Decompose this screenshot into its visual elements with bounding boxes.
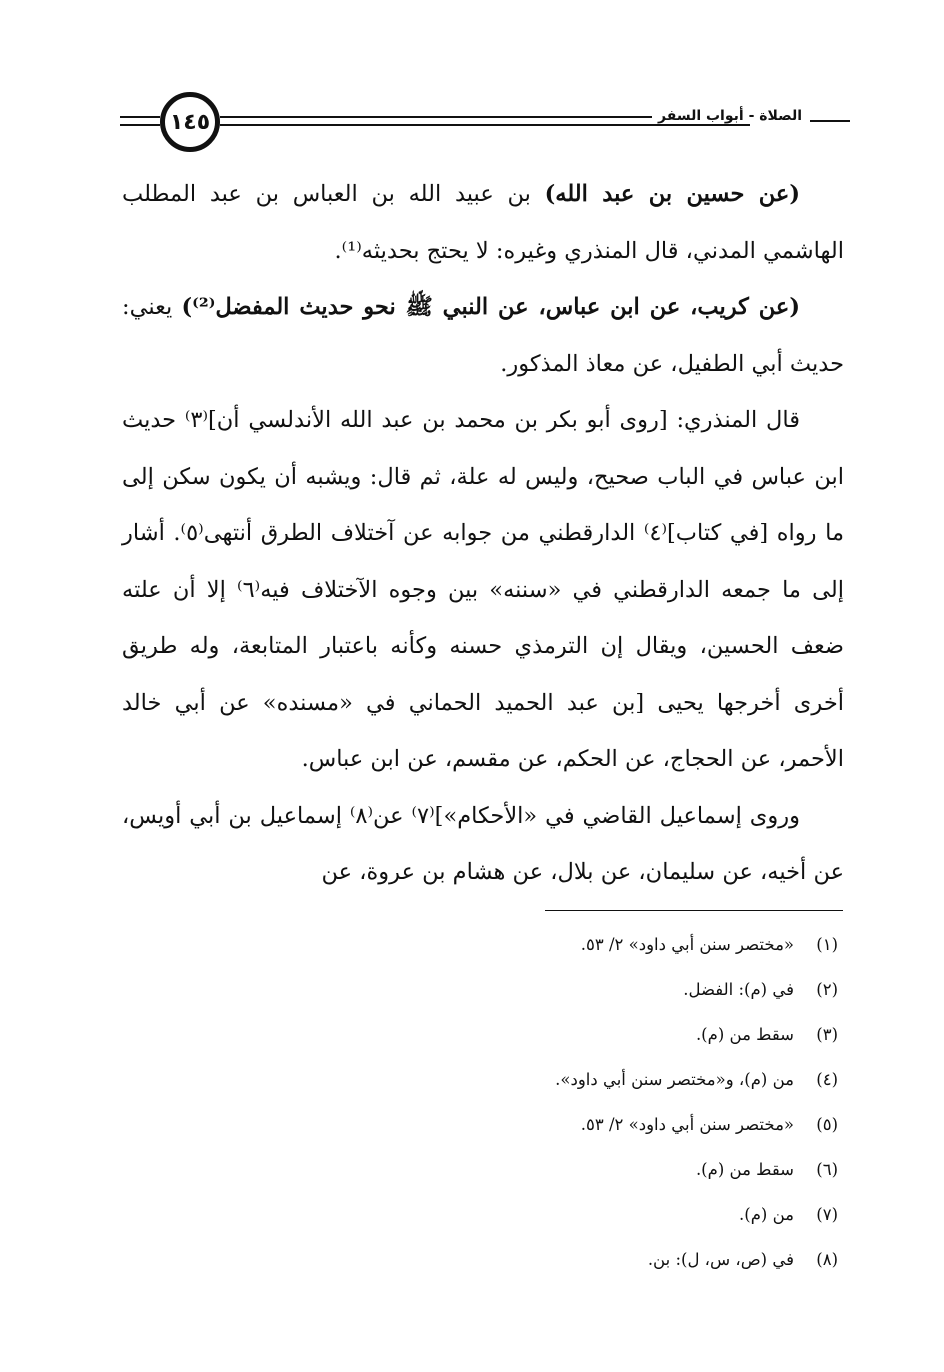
footnote: [300, 1012, 838, 1057]
page-header: [120, 92, 850, 162]
footnote-number: (٣): [816, 1025, 838, 1044]
footnote-number: (٧): [816, 1205, 838, 1224]
footnote-number: (٨): [816, 1250, 838, 1269]
page-number: ١٤٥: [169, 109, 211, 135]
footnotes: [300, 922, 838, 1282]
paragraph: [122, 166, 844, 279]
footnote-number: (٢): [816, 980, 838, 999]
paragraph-text: وروى إسماعيل القاضي في «الأحكام»]⁽٧⁾ عن⁽٨⁾ إسماعيل بن أبي أويس، عن أخيه، عن سليمان، عن بلال، عن هشام بن عروة، عن: [122, 802, 844, 885]
footnote-number: (٤): [816, 1070, 838, 1089]
footnote-text: «مختصر سنن أبي داود» ٢/ ٥٣.: [580, 1115, 794, 1134]
paragraph-text: قال المنذري: [روى أبو بكر بن محمد بن عبد الله الأندلسي أن]⁽٣⁾ حديث ابن عباس في الباب صحيح، وليس له علة، ثم قال: ويشبه أن يكون سكن إلى ما رواه [في كتاب]⁽٤⁾ الدارقطني من جوابه عن آختلاف الطرق أنتهى⁽٥⁾. أشار إلى ما جمعه الدارقطني في «سننه» بين وجوه الآختلاف فيه⁽٦⁾ إلا أن علته ضعف الحسين، ويقال إن الترمذي حسنه وكأنه باعتبار المتابعة، وله طريق أخرى أخرجها يحيى [بن عبد الحميد الحماني في «مسنده» عن أبي خالد الأحمر، عن الحجاج، عن الحكم، عن مقسم، عن ابن عباس.: [122, 407, 845, 772]
footnote-text: في (ص، س، ل): بن.: [647, 1250, 794, 1269]
header-rule: [810, 120, 850, 122]
footnote: [300, 1192, 838, 1237]
main-text: [122, 166, 844, 901]
footnote: [300, 1237, 838, 1282]
paragraph: [122, 392, 844, 788]
page-number-circle: [160, 92, 220, 152]
header-rule: [120, 124, 160, 126]
footnote-number: (١): [816, 935, 838, 954]
footnote-text: في (م): الفضل.: [683, 980, 794, 999]
header-rule: [120, 116, 160, 118]
footnote: [300, 922, 838, 967]
bold-lead: (عن كريب، عن ابن عباس، عن النبي ﷺ نحو حديث المفضل⁽²⁾): [181, 294, 800, 320]
footnote-text: سقط من (م).: [695, 1160, 794, 1179]
paragraph: [122, 788, 844, 901]
footnote-text: من (م)، و«مختصر سنن أبي داود».: [555, 1070, 794, 1089]
footnote: [300, 1102, 838, 1147]
footnote-text: «مختصر سنن أبي داود» ٢/ ٥٣.: [580, 935, 794, 954]
footnote-number: (٥): [816, 1115, 838, 1134]
footnote: [300, 967, 838, 1012]
footnote-text: سقط من (م).: [695, 1025, 794, 1044]
paragraph-text: يعني: حديث أبي الطفيل، عن معاذ المذكور.: [122, 294, 844, 377]
header-rule: [220, 124, 750, 126]
footnote: [300, 1057, 838, 1102]
footnote-separator: [545, 910, 843, 911]
footnote: [300, 1147, 838, 1192]
footnote-text: من (م).: [739, 1205, 794, 1224]
footnote-number: (٦): [816, 1160, 838, 1179]
bold-lead: (عن حسين بن عبد الله): [544, 181, 801, 207]
running-title: الصلاة - أبواب السفر: [652, 108, 808, 124]
paragraph-text: بن عبيد الله بن العباس بن عبد المطلب الهاشمي المدني، قال المنذري وغيره: لا يحتج بحديثه⁽¹⁾.: [122, 181, 844, 264]
paragraph: [122, 279, 844, 392]
